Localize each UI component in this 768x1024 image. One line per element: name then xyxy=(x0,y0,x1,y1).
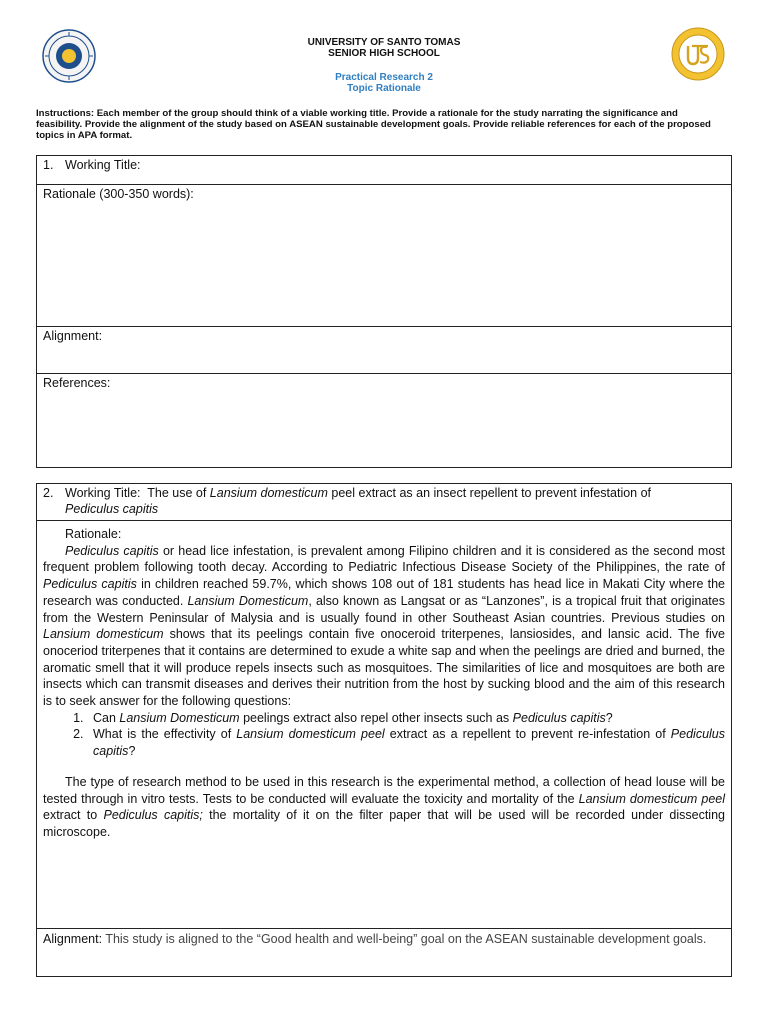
rationale-p2-run: Pediculus capitis; xyxy=(103,808,203,823)
working-title-text-2: peel extract as an insect repellent to prevent infestation of xyxy=(331,486,652,500)
research-question-run: extract as a repellent to prevent re-infestation of xyxy=(384,727,671,742)
alignment-row-2 xyxy=(37,929,731,976)
alignment-label: Alignment: xyxy=(43,329,103,343)
rationale-p2-run: The type of research method to be used in this research is the experimental method, a collection of head louse will be tested through in vitro tests. Tests to be conducted will evaluate the toxicity and mortality of the xyxy=(43,774,725,806)
university-name: UNIVERSITY OF SANTO TOMAS xyxy=(307,37,461,48)
rationale-label-2: Rationale: xyxy=(65,527,122,541)
references-row xyxy=(37,374,731,467)
research-question-run: Lansium Domesticum xyxy=(119,710,240,725)
alignment-text: This study is aligned to the “Good health and well-being” goal on the ASEAN sustainable development goals. xyxy=(105,932,707,946)
rationale-p1-run: Lansium domesticum xyxy=(43,627,164,642)
document-subtitle: Topic Rationale xyxy=(347,83,421,94)
rationale-paragraph-2 xyxy=(43,774,725,841)
rationale-p2-run: Lansium domesticum peel xyxy=(578,791,725,806)
working-title-label: Working Title: xyxy=(65,158,141,172)
research-questions-list xyxy=(43,710,725,760)
research-question-run: Can xyxy=(93,710,120,725)
research-question-run: ? xyxy=(605,710,613,725)
working-title-row xyxy=(37,156,731,185)
rationale-p2-run: the mortality of it on the filter paper that will be used will be recorded under dissecting microscope. xyxy=(43,808,725,839)
research-question-run: Lansium domesticum peel xyxy=(236,727,385,742)
working-title-label-2: Working Title: xyxy=(65,486,141,500)
rationale-row-2 xyxy=(37,526,731,929)
research-question xyxy=(87,710,725,727)
blank-topic-form xyxy=(36,155,732,468)
rationale-p1-run: Pediculus capitis xyxy=(65,543,159,558)
research-question-run: Pediculus capitis xyxy=(512,710,606,725)
working-title-species: Lansium domesticum xyxy=(209,486,328,500)
working-title-species-2: Pediculus capitis xyxy=(65,502,159,516)
school-name: SENIOR HIGH SCHOOL xyxy=(328,48,440,59)
research-question-run: What is the effectivity of xyxy=(93,727,237,742)
rationale-row xyxy=(37,185,731,327)
instructions-text: Instructions: Each member of the group should think of a viable working title. Provide a rationale for the study narrating the significance and feasibility. Provide the alignment of the study based on ASEAN sustainable development goals. Provide reliable references for each of the proposed topics in APA format. xyxy=(36,108,711,141)
research-question-run: Pediculus capitis xyxy=(93,727,725,759)
rationale-p1-run: Lansium Domesticum xyxy=(187,593,309,608)
item-number: 1. xyxy=(43,158,54,172)
research-question-run: ? xyxy=(128,744,136,759)
rationale-p1-run: Pediculus capitis xyxy=(43,577,137,592)
item-number-2: 2. xyxy=(43,486,54,500)
rationale-p1-run: , also known as Langsat or as “Lanzones”, is a tropical fruit that originates from the Western Peninsular of Malysia and is usually found in other Southeast Asian countries. Previous studies on xyxy=(43,593,725,625)
rationale-p1-run: or head lice infestation, is prevalent among Filipino children and it is considered as the second most frequent problem following tooth decay. According to Pediatric Infectious Disease Society of the Philippines, the rate of xyxy=(43,543,725,575)
course-title: Practical Research 2 xyxy=(335,72,433,83)
working-title-text: The use of xyxy=(147,486,207,500)
rationale-label: Rationale (300-350 words): xyxy=(43,187,194,201)
references-label: References: xyxy=(43,376,111,390)
alignment-label-2: Alignment: xyxy=(43,932,103,946)
research-question xyxy=(87,726,725,759)
rationale-p1-run: in children reached 59.7%, which shows 108 out of 181 students has head lice in Makati City where the research was conducted. xyxy=(43,577,725,608)
working-title-row-2 xyxy=(37,484,731,521)
alignment-row xyxy=(37,327,731,374)
filled-topic-form xyxy=(36,483,732,977)
rationale-paragraph-1 xyxy=(43,543,725,710)
research-question-run: peelings extract also repel other insects such as xyxy=(239,710,513,725)
rationale-p2-run: extract to xyxy=(43,808,104,823)
rationale-p1-run: shows that its peelings contain five onoceroid triterpenes, lansiosides, and lansic acid. The five onoceriod triterpenes that it contains are determined to exude a white sap and when the peelings are dried and burned, the aromatic smell that it will produce repels insects such as mosquitoes. The similarities of lice and mosquitoes are both are insects which can transmit diseases and derives their nutrition from the host by sucking blood and the aim of this research is to seek answer for the following questions: xyxy=(43,627,726,709)
